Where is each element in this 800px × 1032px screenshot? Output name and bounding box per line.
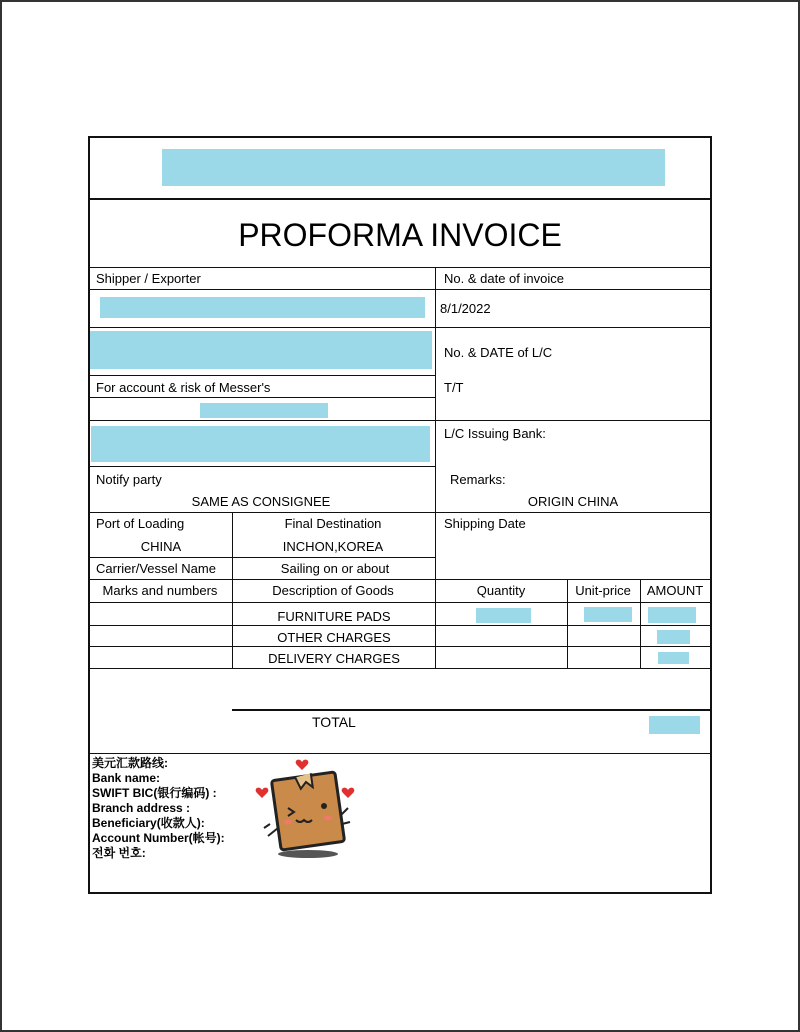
shipping-date-label: Shipping Date	[444, 516, 526, 531]
sailing-label: Sailing on or about	[280, 561, 390, 576]
cardboard-box-mascot-icon	[252, 754, 362, 864]
col-unit-price: Unit-price	[575, 583, 631, 598]
remarks-label: Remarks:	[450, 472, 506, 487]
final-destination-label: Final Destination	[284, 516, 382, 531]
final-destination-value: INCHON,KOREA	[282, 539, 384, 554]
redacted-amount-2	[657, 630, 690, 644]
bank-line: Beneficiary(收款人):	[92, 816, 205, 830]
col-amount: AMOUNT	[646, 583, 704, 598]
header-divider	[88, 198, 712, 200]
col-description: Description of Goods	[272, 583, 394, 598]
redacted-amount-3	[658, 652, 689, 664]
redacted-shipper-address	[90, 331, 432, 369]
redacted-unit-price	[584, 607, 632, 622]
payment-term: T/T	[444, 380, 464, 395]
redacted-messers	[200, 403, 328, 418]
bank-line: Branch address :	[92, 801, 191, 815]
item-description: DELIVERY CHARGES	[268, 651, 400, 666]
invoice-date: 8/1/2022	[440, 301, 491, 316]
port-loading-label: Port of Loading	[96, 516, 185, 531]
total-label: TOTAL	[312, 714, 356, 730]
redacted-quantity	[476, 608, 531, 623]
bank-line: SWIFT BIC(银行编码) :	[92, 786, 217, 800]
col-marks: Marks and numbers	[102, 583, 218, 598]
item-description: OTHER CHARGES	[277, 630, 391, 645]
port-loading-value: CHINA	[140, 539, 182, 554]
notify-party-value: SAME AS CONSIGNEE	[191, 494, 331, 509]
redacted-consignee	[91, 426, 430, 462]
redacted-total	[649, 716, 700, 734]
lc-bank-label: L/C Issuing Bank:	[444, 426, 546, 441]
bank-info	[92, 756, 225, 861]
redacted-amount-1	[648, 607, 696, 623]
redacted-company-header	[162, 149, 665, 186]
account-risk-label: For account & risk of Messer's	[96, 380, 271, 395]
invoice-document	[88, 136, 712, 894]
bank-line: Bank name:	[92, 771, 161, 785]
col-quantity: Quantity	[476, 583, 526, 598]
shipper-label: Shipper / Exporter	[96, 271, 201, 286]
redacted-shipper	[100, 297, 425, 318]
item-description: FURNITURE PADS	[277, 609, 391, 624]
invoice-no-date-label: No. & date of invoice	[444, 271, 564, 286]
bank-line: 전화 번호:	[92, 846, 146, 860]
remarks-value: ORIGIN CHINA	[527, 494, 619, 509]
total-rule	[232, 709, 712, 711]
page-title: PROFORMA INVOICE	[238, 217, 562, 253]
carrier-label: Carrier/Vessel Name	[96, 561, 216, 576]
notify-party-label: Notify party	[96, 472, 162, 487]
bank-line: 美元汇款路线:	[92, 756, 168, 770]
bank-line: Account Number(帐号):	[92, 831, 225, 845]
lc-no-date-label: No. & DATE of L/C	[444, 345, 553, 360]
